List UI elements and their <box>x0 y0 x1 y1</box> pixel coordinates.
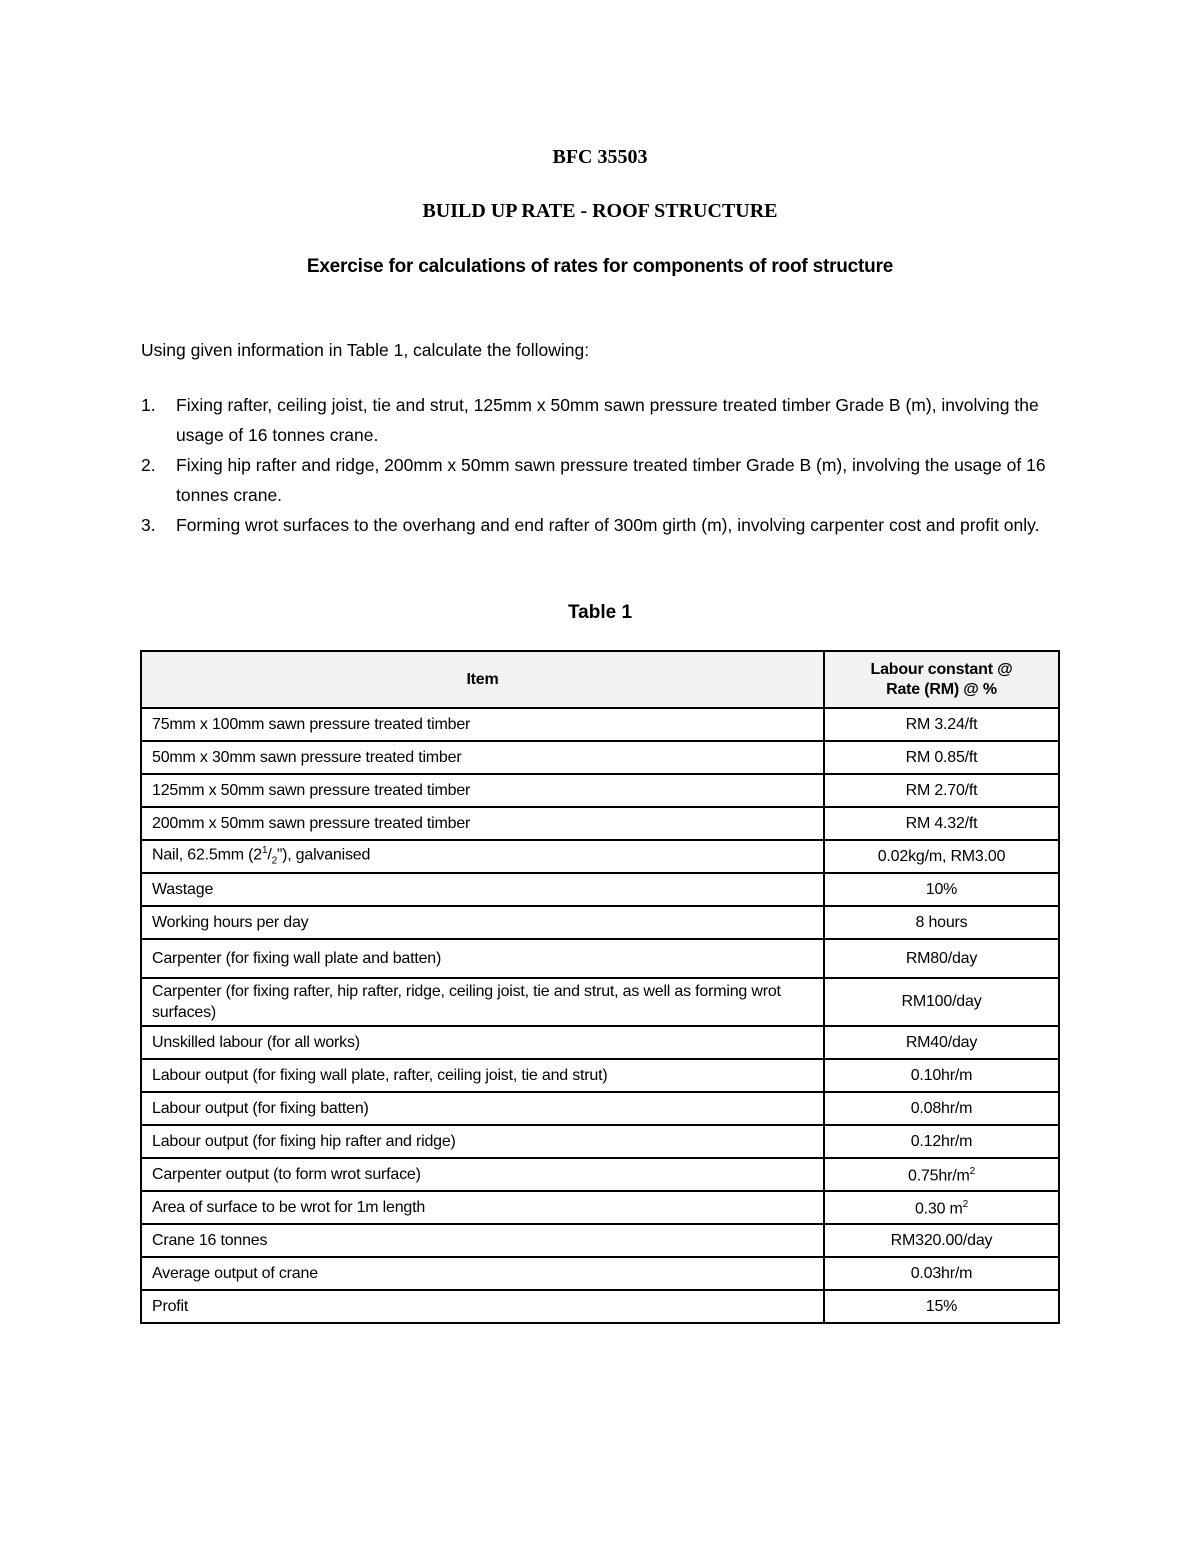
task-text: Fixing rafter, ceiling joist, tie and strut, 125mm x 50mm sawn pressure treated timber Grade B (m), involving the usage of 16 tonnes crane. <box>176 395 1039 445</box>
row-rate: RM 3.24/ft <box>824 708 1059 741</box>
row-rate: RM40/day <box>824 1026 1059 1059</box>
nail-fraction-denominator: 2 <box>271 855 277 867</box>
table-row <box>141 1224 1059 1257</box>
list-item <box>141 510 1061 540</box>
row-rate: 0.10hr/m <box>824 1059 1059 1092</box>
row-rate: RM320.00/day <box>824 1224 1059 1257</box>
row-rate: 0.12hr/m <box>824 1125 1059 1158</box>
table-row <box>141 906 1059 939</box>
table-row <box>141 774 1059 807</box>
header-item: Item <box>141 651 824 708</box>
table-row <box>141 939 1059 978</box>
row-rate: RM 4.32/ft <box>824 807 1059 840</box>
table-row <box>141 1158 1059 1191</box>
rate-value: 0.75hr/m <box>908 1167 970 1185</box>
row-rate: 0.03hr/m <box>824 1257 1059 1290</box>
row-item: Crane 16 tonnes <box>141 1224 824 1257</box>
row-item: Profit <box>141 1290 824 1323</box>
task-list <box>141 390 1061 540</box>
row-item: Carpenter output (to form wrot surface) <box>141 1158 824 1191</box>
task-text: Fixing hip rafter and ridge, 200mm x 50mm sawn pressure treated timber Grade B (m), involving the usage of 16 tonnes crane. <box>176 455 1046 505</box>
row-item: Labour output (for fixing batten) <box>141 1092 824 1125</box>
exercise-title: Exercise for calculations of rates for components of roof structure <box>306 256 894 277</box>
table-row <box>141 873 1059 906</box>
row-item: 75mm x 100mm sawn pressure treated timber <box>141 708 824 741</box>
row-rate: 0.02kg/m, RM3.00 <box>824 840 1059 873</box>
row-rate: 0.08hr/m <box>824 1092 1059 1125</box>
task-text: Forming wrot surfaces to the overhang and end rafter of 300m girth (m), involving carpenter cost and profit only. <box>176 515 1040 535</box>
row-rate <box>824 1158 1059 1191</box>
row-rate: RM80/day <box>824 939 1059 978</box>
list-item <box>141 450 1061 510</box>
table-row <box>141 1059 1059 1092</box>
row-rate: 15% <box>824 1290 1059 1323</box>
row-item: Labour output (for fixing wall plate, rafter, ceiling joist, tie and strut) <box>141 1059 824 1092</box>
table-row <box>141 1257 1059 1290</box>
table-row <box>141 1290 1059 1323</box>
table-row <box>141 1092 1059 1125</box>
table-row <box>141 708 1059 741</box>
row-item: Working hours per day <box>141 906 824 939</box>
row-rate: 8 hours <box>824 906 1059 939</box>
table-row <box>141 1026 1059 1059</box>
nail-fraction-numerator: 1 <box>261 845 268 857</box>
row-item: 50mm x 30mm sawn pressure treated timber <box>141 741 824 774</box>
task-number: 3. <box>141 515 156 535</box>
row-rate: RM 0.85/ft <box>824 741 1059 774</box>
table-row <box>141 978 1059 1026</box>
row-item: Area of surface to be wrot for 1m length <box>141 1191 824 1224</box>
nail-fraction-slash: / <box>267 846 272 864</box>
header-rate-line2: Rate (RM) @ % <box>886 680 997 698</box>
rate-value: 0.30 m <box>914 1200 963 1218</box>
list-item <box>141 390 1061 450</box>
table-row <box>141 741 1059 774</box>
nail-item-suffix: ”), galvanised <box>276 846 371 864</box>
row-rate: RM100/day <box>824 978 1059 1026</box>
row-item: Wastage <box>141 873 824 906</box>
task-number: 2. <box>141 455 156 475</box>
table-caption: Table 1 <box>567 602 633 623</box>
row-item: Average output of crane <box>141 1257 824 1290</box>
table-row <box>141 1125 1059 1158</box>
row-rate <box>824 1191 1059 1224</box>
rates-table <box>140 650 1060 1324</box>
row-item: 200mm x 50mm sawn pressure treated timber <box>141 807 824 840</box>
course-code: BFC 35503 <box>552 146 648 168</box>
row-item: Carpenter (for fixing rafter, hip rafter, ridge, ceiling joist, tie and strut, as well as forming wrot surfaces) <box>141 978 824 1026</box>
rate-exponent: 2 <box>962 1199 969 1211</box>
document-title: BUILD UP RATE - ROOF STRUCTURE <box>422 200 778 222</box>
rate-exponent: 2 <box>969 1166 975 1178</box>
row-rate: RM 2.70/ft <box>824 774 1059 807</box>
row-item: Carpenter (for fixing wall plate and batten) <box>141 939 824 978</box>
row-item: Labour output (for fixing hip rafter and ridge) <box>141 1125 824 1158</box>
row-item <box>141 840 824 873</box>
row-item: 125mm x 50mm sawn pressure treated timber <box>141 774 824 807</box>
table-row <box>141 1191 1059 1224</box>
task-number: 1. <box>141 395 156 415</box>
intro-text: Using given information in Table 1, calculate the following: <box>141 340 590 360</box>
table-row <box>141 840 1059 873</box>
header-rate-line1: Labour constant @ <box>870 660 1013 678</box>
table-row <box>141 807 1059 840</box>
header-rate <box>824 651 1059 708</box>
nail-item-text: Nail, 62.5mm (2 <box>152 846 262 864</box>
table-header-row <box>141 651 1059 708</box>
row-item: Unskilled labour (for all works) <box>141 1026 824 1059</box>
row-rate: 10% <box>824 873 1059 906</box>
